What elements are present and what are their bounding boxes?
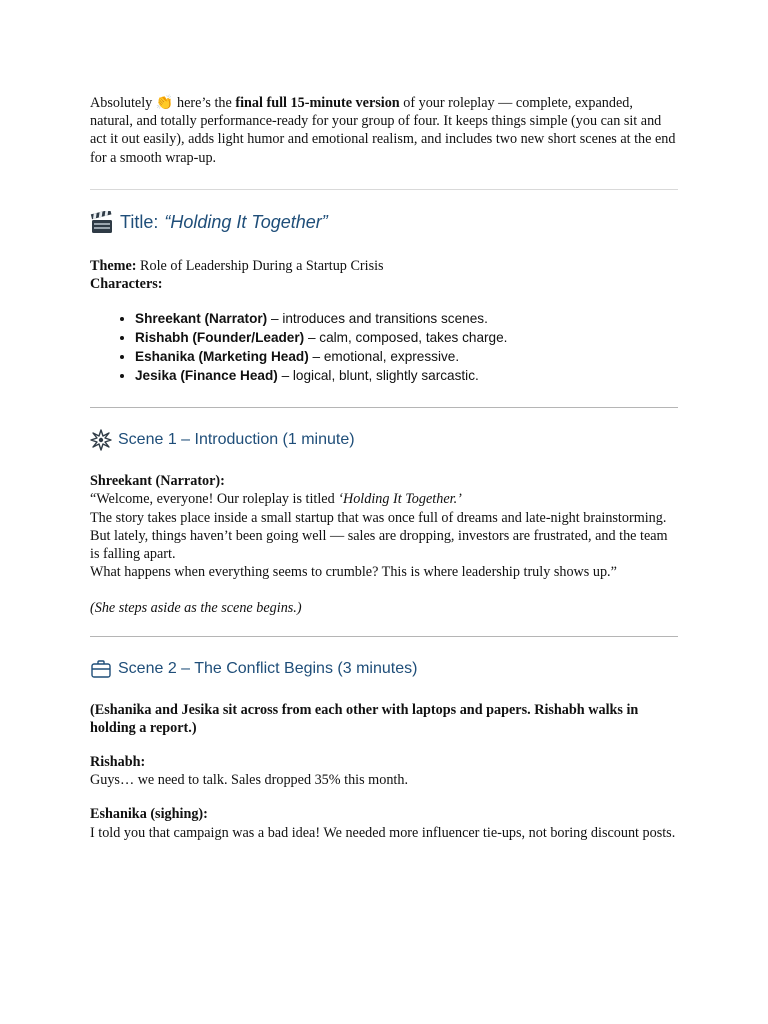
- spacer: [90, 581, 678, 599]
- character-name: Shreekant (Narrator): [135, 311, 268, 327]
- scene1-line2: The story takes place inside a small startup that was once full of dreams and late-night brainstorming. But lately, things haven’t been going well — sales are dropping, investors are frustrated, and the team is falling apart.: [90, 509, 668, 563]
- list-item: [135, 347, 678, 366]
- speaker-label: Shreekant (Narrator):: [90, 473, 225, 490]
- title-prefix: Title:: [120, 212, 159, 233]
- scene1-speaker: [90, 472, 678, 490]
- intro-text-1: here’s the: [173, 95, 236, 111]
- character-name: Jesika (Finance Head): [135, 368, 278, 384]
- scene2-heading: [90, 657, 678, 681]
- scene2-speaker2: [90, 805, 678, 823]
- briefcase-icon: [90, 658, 112, 680]
- theme-label: Theme:: [90, 257, 137, 274]
- spacer: [90, 737, 678, 753]
- characters-list: [90, 309, 678, 385]
- sparkle-burst-icon: [90, 429, 112, 451]
- character-desc: – logical, blunt, slightly sarcastic.: [277, 368, 479, 384]
- speaker-label: Rishabh:: [90, 754, 146, 771]
- scene2-speaker1: [90, 753, 678, 771]
- character-desc: – emotional, expressive.: [308, 349, 460, 365]
- roleplay-title: “Holding It Together”: [164, 212, 328, 233]
- character-desc: – introduces and transitions scenes.: [267, 311, 488, 327]
- scene2-line1: Guys… we need to talk. Sales dropped 35% this month.: [90, 772, 408, 789]
- title-heading: [90, 210, 678, 236]
- document-page: [90, 94, 678, 842]
- list-item: [135, 328, 678, 347]
- character-desc: – calm, composed, takes charge.: [304, 330, 508, 346]
- dialogue-title: ‘Holding It Together.’: [338, 491, 462, 508]
- scene2-title: Scene 2 – The Conflict Begins (3 minutes): [118, 659, 418, 677]
- intro-text-2: of your roleplay — complete, expanded, natural, and totally performance-ready for your group of four. It keeps things simple (you can sit and act it out easily), adds light humor and emotional realism, and includes two new short scenes at the end for a smooth wrap-up.: [90, 95, 676, 166]
- list-item: [135, 309, 678, 328]
- spacer: [90, 789, 678, 805]
- divider: [90, 407, 678, 408]
- divider: [90, 189, 678, 190]
- scene1-title: Scene 1 – Introduction (1 minute): [118, 431, 355, 449]
- intro-bold: final full 15-minute version: [235, 95, 400, 111]
- characters-label-line: [90, 275, 678, 293]
- scene1-direction: [90, 599, 678, 617]
- scene1-heading: [90, 428, 678, 452]
- theme-line: [90, 257, 678, 275]
- characters-label: Characters:: [90, 276, 163, 293]
- intro-lead: Absolutely: [90, 95, 153, 111]
- stage-direction: (She steps aside as the scene begins.): [90, 600, 302, 617]
- intro-paragraph: [90, 94, 678, 167]
- stage-direction: (Eshanika and Jesika sit across from each other with laptops and papers. Rishabh walks in holding a report.): [90, 701, 639, 736]
- character-name: Eshanika (Marketing Head): [135, 349, 309, 365]
- list-item: [135, 366, 678, 385]
- scene2-direction: [90, 701, 678, 737]
- speaker-label: Eshanika (sighing):: [90, 806, 208, 823]
- character-name: Rishabh (Founder/Leader): [135, 330, 305, 346]
- scene1-line3: What happens when everything seems to crumble? This is where leadership truly shows up.”: [90, 564, 617, 581]
- theme-value: Role of Leadership During a Startup Crisis: [136, 257, 384, 274]
- scene1-line1: [90, 490, 678, 508]
- scene2-line2: I told you that campaign was a bad idea! We needed more influencer tie-ups, not boring discount posts.: [90, 824, 676, 841]
- clap-emoji-icon: 👏: [155, 95, 174, 111]
- divider: [90, 636, 678, 637]
- dialogue-text: “Welcome, everyone! Our roleplay is titled: [90, 491, 339, 508]
- spacer: [90, 618, 678, 636]
- clapperboard-icon: [90, 211, 114, 235]
